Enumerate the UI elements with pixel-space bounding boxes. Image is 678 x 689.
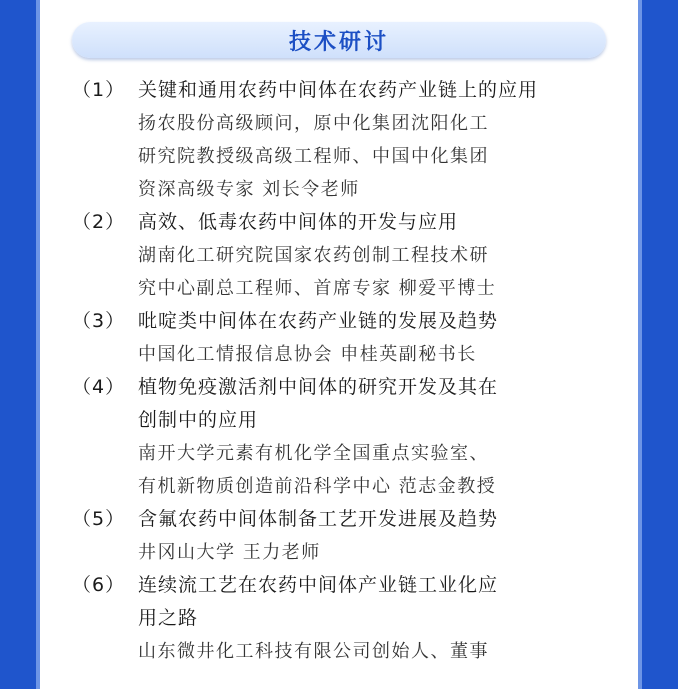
agenda-item-5 xyxy=(72,503,622,569)
agenda-item-title: 含氟农药中间体制备工艺开发进展及趋势 xyxy=(138,508,499,530)
agenda-item-title: 高效、低毒农药中间体的开发与应用 xyxy=(138,211,459,233)
agenda-item-speaker: 井冈山大学 王力老师 xyxy=(138,542,321,563)
agenda-item-speaker: 中国化工情报信息协会 申桂英副秘书长 xyxy=(138,344,477,365)
agenda-item-title: 植物免疫激活剂中间体的研究开发及其在 创制中的应用 xyxy=(138,376,499,431)
left-border-band xyxy=(0,0,40,689)
agenda-item-title: 连续流工艺在农药中间体产业链工业化应 用之路 xyxy=(138,574,499,629)
agenda-item-speaker: 扬农股份高级顾问，原中化集团沈阳化工 研究院教授级高级工程师、中国中化集团 资深高级专家 刘长令老师 xyxy=(138,113,489,200)
agenda-item-number: （5） xyxy=(72,508,126,530)
left-border-edge xyxy=(36,0,40,689)
agenda-item-speaker: 山东微井化工科技有限公司创始人、董事 xyxy=(138,641,489,662)
agenda-item-title-row xyxy=(72,305,622,338)
agenda-item-number: （6） xyxy=(72,574,126,596)
agenda-item-number: （4） xyxy=(72,376,126,398)
agenda-item-title: 关键和通用农药中间体在农药产业链上的应用 xyxy=(138,79,539,101)
agenda-item-4 xyxy=(72,371,622,503)
agenda-item-number: （3） xyxy=(72,310,126,332)
agenda-item-title-row xyxy=(72,569,622,635)
agenda-item-speaker: 湖南化工研究院国家农药创制工程技术研 究中心副总工程师、首席专家 柳爱平博士 xyxy=(138,245,497,299)
agenda-item-6 xyxy=(72,569,622,668)
agenda-item-title-row xyxy=(72,206,622,239)
agenda-item-1 xyxy=(72,74,622,206)
agenda-item-title: 吡啶类中间体在农药产业链的发展及趋势 xyxy=(138,310,499,332)
agenda-item-3 xyxy=(72,305,622,371)
agenda-list xyxy=(72,74,622,668)
agenda-item-number: （2） xyxy=(72,211,126,233)
agenda-item-title-row xyxy=(72,503,622,536)
agenda-item-speaker: 南开大学元素有机化学全国重点实验室、 有机新物质创造前沿科学中心 范志金教授 xyxy=(138,443,497,497)
right-border-edge xyxy=(638,0,642,689)
agenda-item-number: （1） xyxy=(72,79,126,101)
section-title: 技术研讨 xyxy=(288,28,389,55)
right-border-band xyxy=(638,0,678,689)
agenda-item-title-row xyxy=(72,74,622,107)
agenda-item-2 xyxy=(72,206,622,305)
agenda-item-title-row xyxy=(72,371,622,437)
section-header-bar xyxy=(72,22,606,58)
